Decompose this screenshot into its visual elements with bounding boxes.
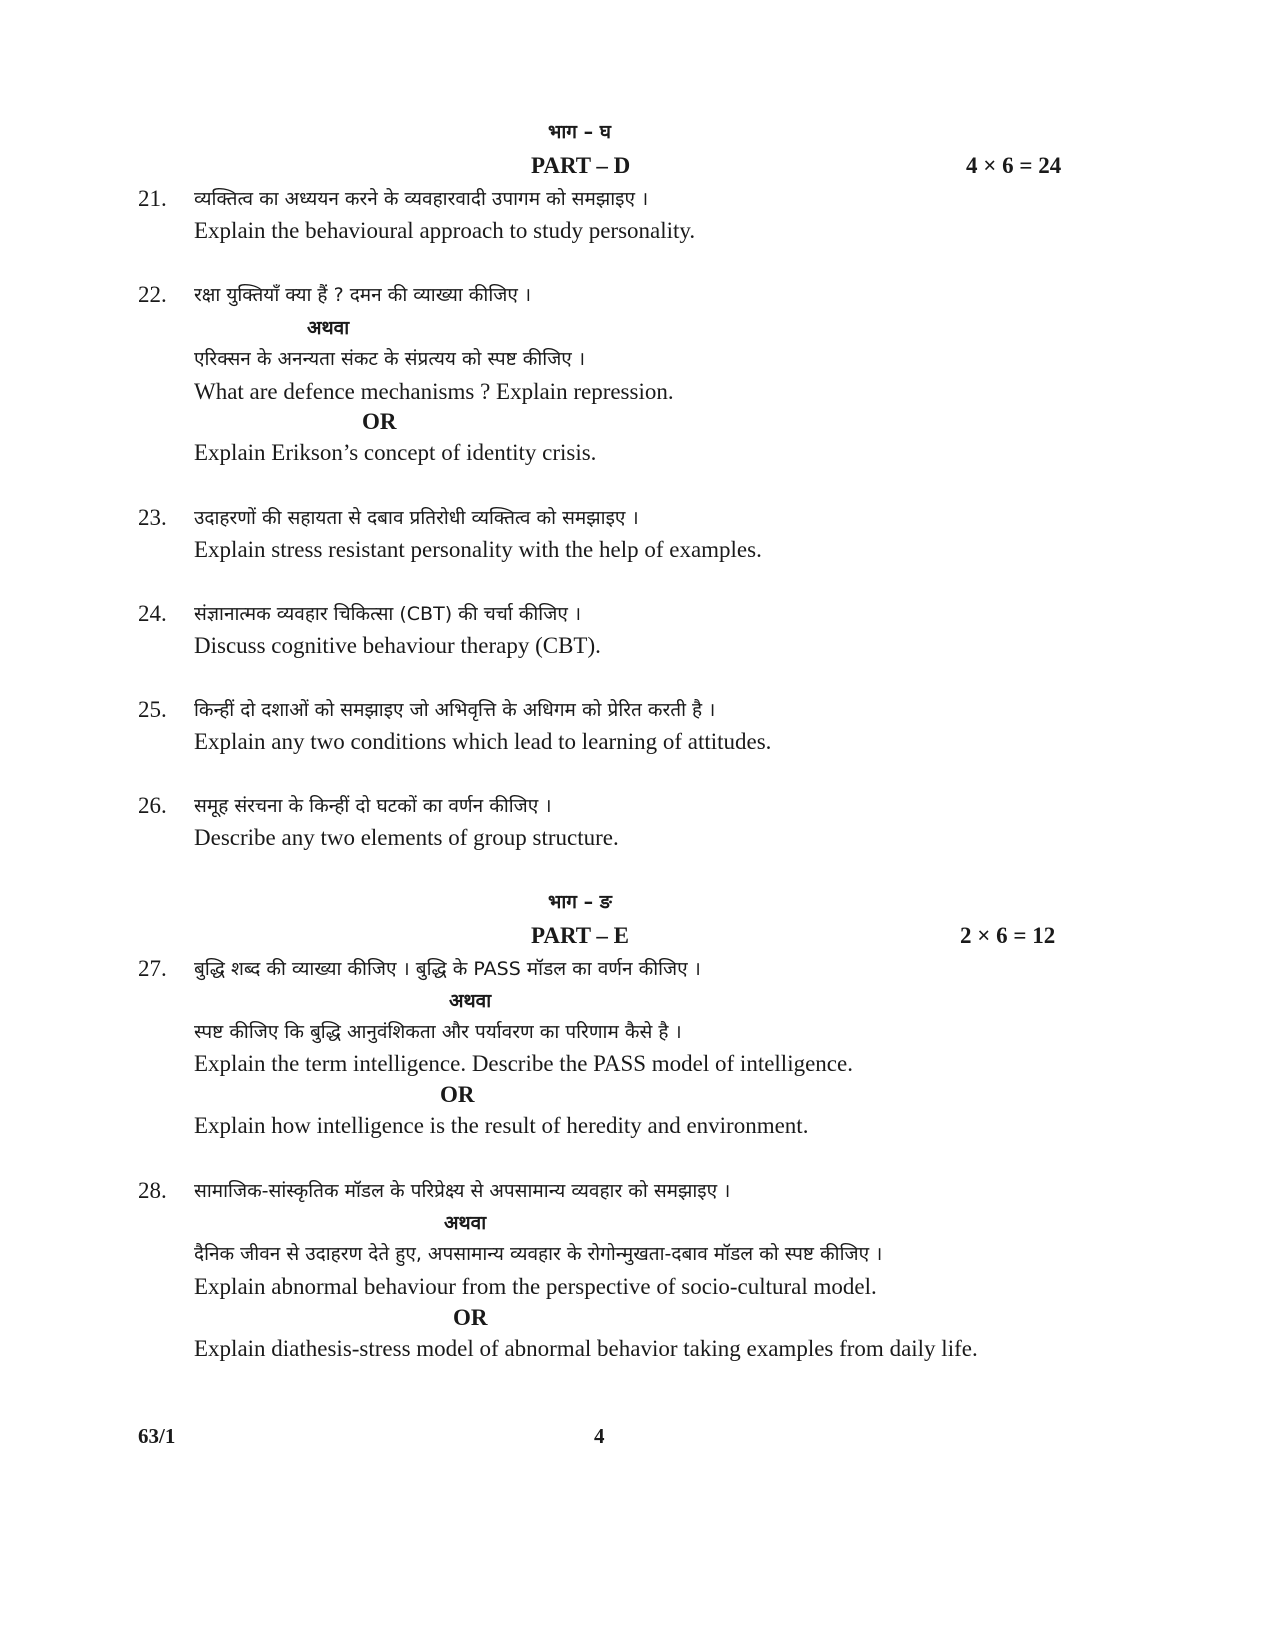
question-26-number: 26. bbox=[138, 793, 167, 818]
question-21-number: 21. bbox=[138, 186, 167, 211]
question-21-hindi: व्यक्तित्व का अध्ययन करने के व्यवहारवादी उपागम को समझाइए । bbox=[194, 188, 649, 210]
part-e-marks: 2 × 6 = 12 bbox=[960, 923, 1056, 948]
question-27-english-alt: Explain how intelligence is the result of heredity and environment. bbox=[194, 1113, 809, 1138]
question-22-hindi-or: अथवा bbox=[307, 317, 350, 339]
question-25-english: Explain any two conditions which lead to learning of attitudes. bbox=[194, 729, 772, 754]
question-28-hindi-alt: दैनिक जीवन से उदाहरण देते हुए, अपसामान्य व्यवहार के रोगोन्मुखता-दबाव मॉडल को स्पष्ट कीजिए । bbox=[194, 1243, 883, 1265]
question-24-hindi: संज्ञानात्मक व्यवहार चिकित्सा (CBT) की चर्चा कीजिए । bbox=[194, 603, 582, 625]
question-28-hindi-or: अथवा bbox=[444, 1212, 487, 1234]
question-23-hindi: उदाहरणों की सहायता से दबाव प्रतिरोधी व्यक्तित्व को समझाइए । bbox=[194, 507, 639, 529]
part-d-hindi-heading: भाग – घ bbox=[548, 121, 611, 143]
question-27-english: Explain the term intelligence. Describe the PASS model of intelligence. bbox=[194, 1051, 853, 1076]
question-21-english: Explain the behavioural approach to study personality. bbox=[194, 218, 696, 243]
question-28-english: Explain abnormal behaviour from the perspective of socio-cultural model. bbox=[194, 1274, 877, 1299]
part-e-heading: PART – E bbox=[531, 923, 630, 948]
part-d-marks: 4 × 6 = 24 bbox=[966, 153, 1062, 178]
question-27-english-or: OR bbox=[440, 1082, 475, 1107]
question-26-hindi: समूह संरचना के किन्हीं दो घटकों का वर्णन कीजिए । bbox=[194, 795, 552, 817]
part-d-heading: PART – D bbox=[531, 153, 631, 178]
question-22-hindi: रक्षा युक्तियाँ क्या हैं ? दमन की व्याख्या कीजिए । bbox=[194, 284, 532, 306]
paper-code: 63/1 bbox=[138, 1424, 176, 1448]
question-24-english: Discuss cognitive behaviour therapy (CBT). bbox=[194, 633, 601, 658]
question-23-english: Explain stress resistant personality with the help of examples. bbox=[194, 537, 762, 562]
page-number: 4 bbox=[594, 1424, 605, 1448]
part-e-hindi-heading: भाग – ङ bbox=[548, 891, 612, 913]
question-24-number: 24. bbox=[138, 601, 167, 626]
question-28-hindi: सामाजिक-सांस्कृतिक मॉडल के परिप्रेक्ष्य से अपसामान्य व्यवहार को समझाइए । bbox=[194, 1180, 731, 1202]
question-28-number: 28. bbox=[138, 1178, 167, 1203]
question-22-english: What are defence mechanisms ? Explain repression. bbox=[194, 379, 674, 404]
question-22-english-alt: Explain Erikson’s concept of identity crisis. bbox=[194, 440, 597, 465]
question-22-hindi-alt: एरिक्सन के अनन्यता संकट के संप्रत्यय को स्पष्ट कीजिए । bbox=[194, 348, 586, 370]
question-27-hindi: बुद्धि शब्द की व्याख्या कीजिए । बुद्धि के PASS मॉडल का वर्णन कीजिए । bbox=[194, 958, 701, 980]
question-27-hindi-alt: स्पष्ट कीजिए कि बुद्धि आनुवंशिकता और पर्यावरण का परिणाम कैसे है । bbox=[194, 1021, 682, 1043]
question-23-number: 23. bbox=[138, 505, 167, 530]
question-25-number: 25. bbox=[138, 697, 167, 722]
question-27-number: 27. bbox=[138, 956, 167, 981]
question-27-hindi-or: अथवा bbox=[449, 990, 492, 1012]
question-26-english: Describe any two elements of group structure. bbox=[194, 825, 619, 850]
question-25-hindi: किन्हीं दो दशाओं को समझाइए जो अभिवृत्ति के अधिगम को प्रेरित करती है । bbox=[194, 699, 716, 721]
question-22-number: 22. bbox=[138, 282, 167, 307]
question-28-english-or: OR bbox=[453, 1305, 488, 1330]
question-28-english-alt: Explain diathesis-stress model of abnormal behavior taking examples from daily life. bbox=[194, 1336, 978, 1361]
question-22-english-or: OR bbox=[362, 409, 397, 434]
